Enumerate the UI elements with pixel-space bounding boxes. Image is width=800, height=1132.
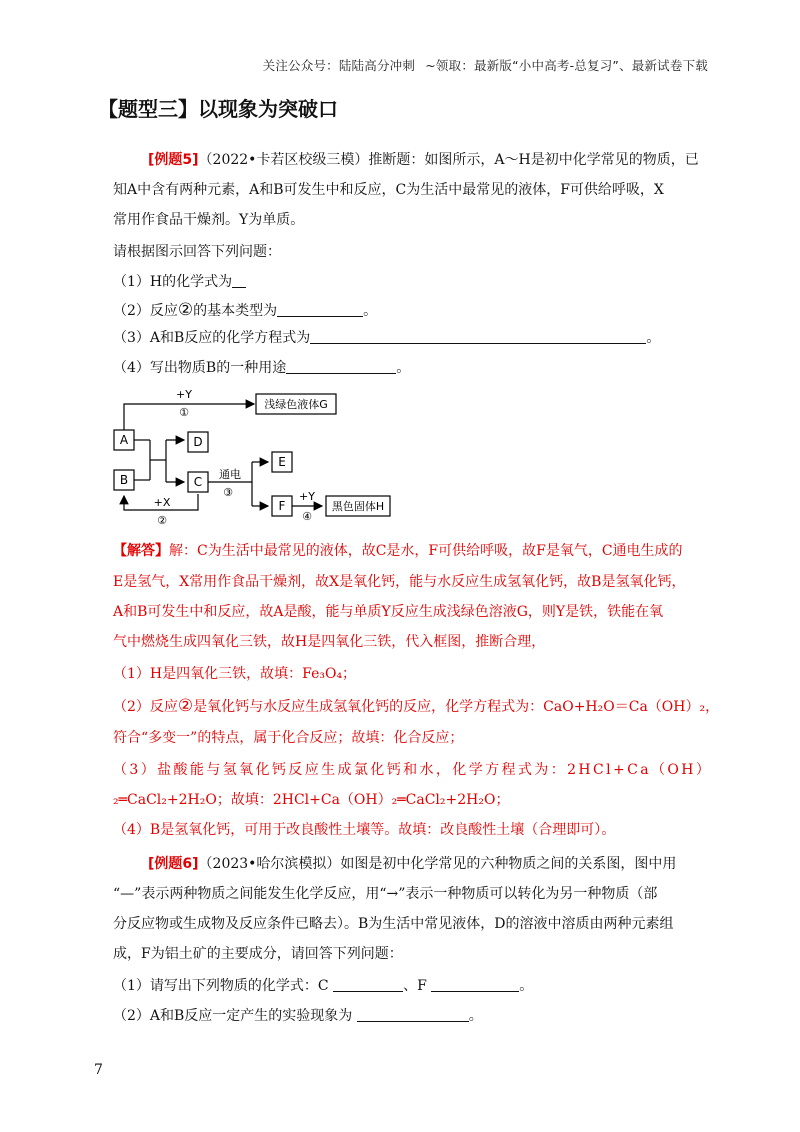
example6-q1-text: （1）请写出下列物质的化学式：C: [113, 978, 329, 994]
section-title: 【题型三】以现象为突破口: [98, 97, 338, 121]
question-3-text: （3）A和B反应的化学方程式为: [113, 330, 311, 346]
example5-line2: 知A中含有两种元素，A和B可发生中和反应，C为生活中最常见的液体，F可供给呼吸，X: [113, 182, 664, 198]
answer5-line2: E是氢气，X常用作食品干燥剂，故X是氧化钙，能与水反应生成氢氧化钙，故B是氢氧化钙，: [113, 574, 686, 590]
example5-label: [例题5]: [148, 152, 199, 168]
answer5-a4: （4）B是氢氧化钙，可用于改良酸性土壤等。故填：改良酸性土壤（合理即可）。: [113, 822, 616, 838]
node-h: 黑色固体H: [331, 500, 385, 513]
example6-question-1: [113, 976, 533, 996]
example5-line3: 常用作食品干燥剂。Y为单质。: [113, 212, 305, 228]
question-4-text: （4）写出物质B的一种用途: [113, 360, 287, 376]
page-number: 7: [94, 1062, 103, 1078]
example5-prompt: 请根据图示回答下列问题：: [113, 244, 281, 260]
example6-q2-text: （2）A和B反应一定产生的实验现象为: [113, 1008, 353, 1024]
answer5-label: 【解答】: [113, 543, 169, 559]
question-3: [113, 328, 660, 348]
node-g: 浅绿色液体G: [264, 398, 328, 411]
answer-blank[interactable]: [357, 1007, 469, 1022]
answer-blank[interactable]: [232, 273, 246, 288]
example6-line1: [148, 854, 676, 874]
answer-blank[interactable]: [286, 359, 396, 374]
example6-label: [例题6]: [148, 856, 199, 872]
label-plus-y: +Y: [176, 388, 192, 401]
answer5-a2-text-a: （2）反应: [113, 699, 178, 715]
answer5-line3: A和B可发生中和反应，故A是酸，能与单质Y反应生成浅绿色溶液G，则Y是铁，铁能在氧: [113, 604, 664, 620]
question-2-period: 。: [363, 303, 378, 319]
label-reaction-4: ④: [302, 510, 312, 523]
label-plus-y-2: +Y: [299, 490, 315, 503]
question-2-text-a: （2）反应: [113, 303, 178, 319]
node-e: E: [278, 455, 286, 469]
header-left: 关注公众号：陆陆高分冲刺: [262, 58, 416, 73]
answer5-a3: （3）盐酸能与氢氧化钙反应生成氯化钙和水，化学方程式为：2HCl+Ca（OH）: [113, 762, 713, 778]
answer5-a2-text-b: 是氧化钙与水反应生成氢氧化钙的反应，化学方程式为：CaO+H₂O＝Ca（OH）₂，: [193, 699, 720, 715]
reaction-diagram: [110, 382, 410, 532]
label-electrolysis: 通电: [219, 468, 241, 481]
question-3-period: 。: [646, 330, 661, 346]
arrow-a-to-g: [124, 404, 254, 430]
label-plus-x: +X: [153, 496, 171, 509]
answer5-a3-cont: ₂═CaCl₂+2H₂O；故填：2HCl+Ca（OH）₂═CaCl₂+2H₂O；: [113, 792, 510, 808]
answer-blank[interactable]: [277, 302, 363, 317]
example5-text1: （2022•卡若区校级三模）推断题：如图所示，A～H是初中化学常见的物质，已: [198, 152, 699, 168]
answer-blank-c[interactable]: [333, 977, 403, 992]
example6-line4: 成，F为铝土矿的主要成分，请回答下列问题：: [113, 946, 403, 962]
answer5-a2-cont: 符合“多变一”的特点，属于化合反应；故填：化合反应；: [113, 730, 464, 746]
label-reaction-2: ②: [157, 514, 167, 527]
example6-q1-period: 。: [519, 978, 534, 994]
question-2-text-b: 的基本类型为: [193, 303, 278, 319]
reaction-2-marker: ②: [177, 696, 194, 716]
reaction-2-marker: ②: [177, 300, 194, 320]
answer-blank-f[interactable]: [431, 977, 519, 992]
answer5-text1: 解：C为生活中最常见的液体，故C是水，F可供给呼吸，故F是氧气，C通电生成的: [169, 543, 683, 559]
answer5-a2: [113, 696, 719, 717]
node-f: F: [278, 499, 286, 513]
question-1: [113, 272, 246, 292]
answer5-a1: （1）H是四氧化三铁，故填：Fe₃O₄；: [113, 666, 357, 682]
node-c: C: [193, 475, 203, 489]
example6-q2-period: 。: [468, 1008, 483, 1024]
example6-line2: “—”表示两种物质之间能发生化学反应，用“→”表示一种物质可以转化为另一种物质（部: [113, 886, 658, 902]
answer5-line4: 气中燃烧生成四氧化三铁，故H是四氧化三铁，代入框图，推断合理，: [113, 634, 546, 650]
question-2: [113, 300, 377, 321]
example6-line3: 分反应物或生成物及反应条件已略去）。B为生活中常见液体，D的溶液中溶质由两种元素组: [113, 916, 674, 932]
question-4: [113, 358, 410, 378]
node-b: B: [119, 473, 129, 487]
answer-blank[interactable]: [310, 329, 646, 344]
example6-text1: （2023•哈尔滨模拟）如图是初中化学常见的六种物质之间的关系图，图中用: [198, 856, 677, 872]
label-reaction-3: ③: [223, 486, 233, 499]
page-header: [263, 56, 708, 74]
example6-question-2: [113, 1006, 483, 1026]
answer5-line1: [113, 541, 683, 561]
label-reaction-1: ①: [179, 406, 189, 419]
header-right: ~领取：最新版“小中高考-总复习”、最新试卷下载: [425, 58, 708, 73]
node-d: D: [193, 435, 203, 449]
question-1-text: （1）H的化学式为: [113, 274, 233, 290]
example6-q1-sep: 、F: [403, 978, 427, 994]
question-4-period: 。: [396, 360, 411, 376]
example5-line1: [148, 150, 699, 170]
node-a: A: [119, 433, 129, 447]
